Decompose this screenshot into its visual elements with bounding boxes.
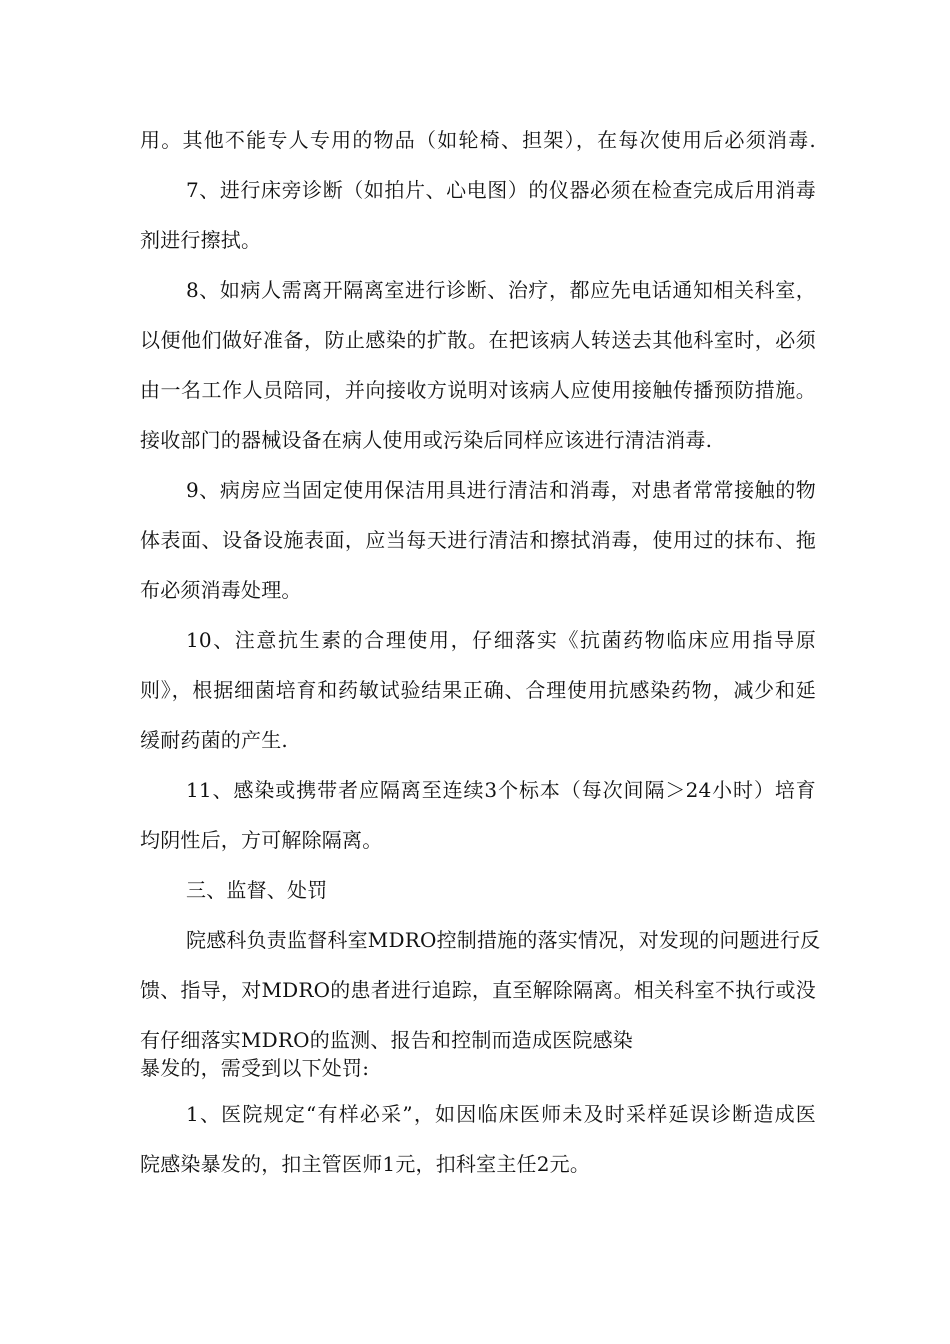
text-line: 由一名工作人员陪同，并向接收方说明对该病人应使用接触传播预防措施。 [140, 378, 816, 402]
text-line: 布必须消毒处理。 [140, 578, 302, 602]
text-line: 9、病房应当固定使用保洁用具进行清洁和消毒，对患者常常接触的物 [186, 478, 816, 502]
text-line: 馈、指导，对MDRO的患者进行追踪，直至解除隔离。相关科室不执行或没 [140, 978, 816, 1002]
text-line: 11、感染或携带者应隔离至连续3个标本（每次间隔＞24小时）培育 [186, 778, 816, 802]
text-line: 均阴性后，方可解除隔离。 [140, 828, 383, 852]
text-line: 10、注意抗生素的合理使用，仔细落实《抗菌药物临床应用指导原 [186, 628, 816, 652]
text-line: 体表面、设备设施表面，应当每天进行清洁和擦拭消毒，使用过的抹布、拖 [140, 528, 816, 552]
text-line: 暴发的，需受到以下处罚: [140, 1056, 370, 1080]
text-line: 1、医院规定“有样必采”，如因临床医师未及时采样延误诊断造成医 [186, 1102, 816, 1126]
text-line: 7、进行床旁诊断（如拍片、心电图）的仪器必须在检查完成后用消毒 [186, 178, 816, 202]
text-line: 接收部门的器械设备在病人使用或污染后同样应该进行清洁消毒. [140, 428, 713, 452]
text-line: 剂进行擦拭。 [140, 228, 262, 252]
text-line: 以便他们做好准备，防止感染的扩散。在把该病人转送去其他科室时，必须 [140, 328, 816, 352]
text-line: 8、如病人需离开隔离室进行诊断、治疗，都应先电话通知相关科室， [186, 278, 816, 302]
text-line: 缓耐药菌的产生. [140, 728, 288, 752]
text-line: 院感染暴发的，扣主管医师1元，扣科室主任2元。 [140, 1152, 591, 1176]
text-line: 则》，根据细菌培育和药敏试验结果正确、合理使用抗感染药物，减少和延 [140, 678, 816, 702]
text-line: 院感科负责监督科室MDRO控制措施的落实情况，对发现的问题进行反 [186, 928, 821, 952]
text-line: 用。其他不能专人专用的物品（如轮椅、担架），在每次使用后必须消毒. [140, 128, 816, 152]
text-line: 有仔细落实MDRO的监测、报告和控制而造成医院感染 [140, 1028, 633, 1052]
section-heading: 三、监督、处罚 [186, 878, 328, 902]
